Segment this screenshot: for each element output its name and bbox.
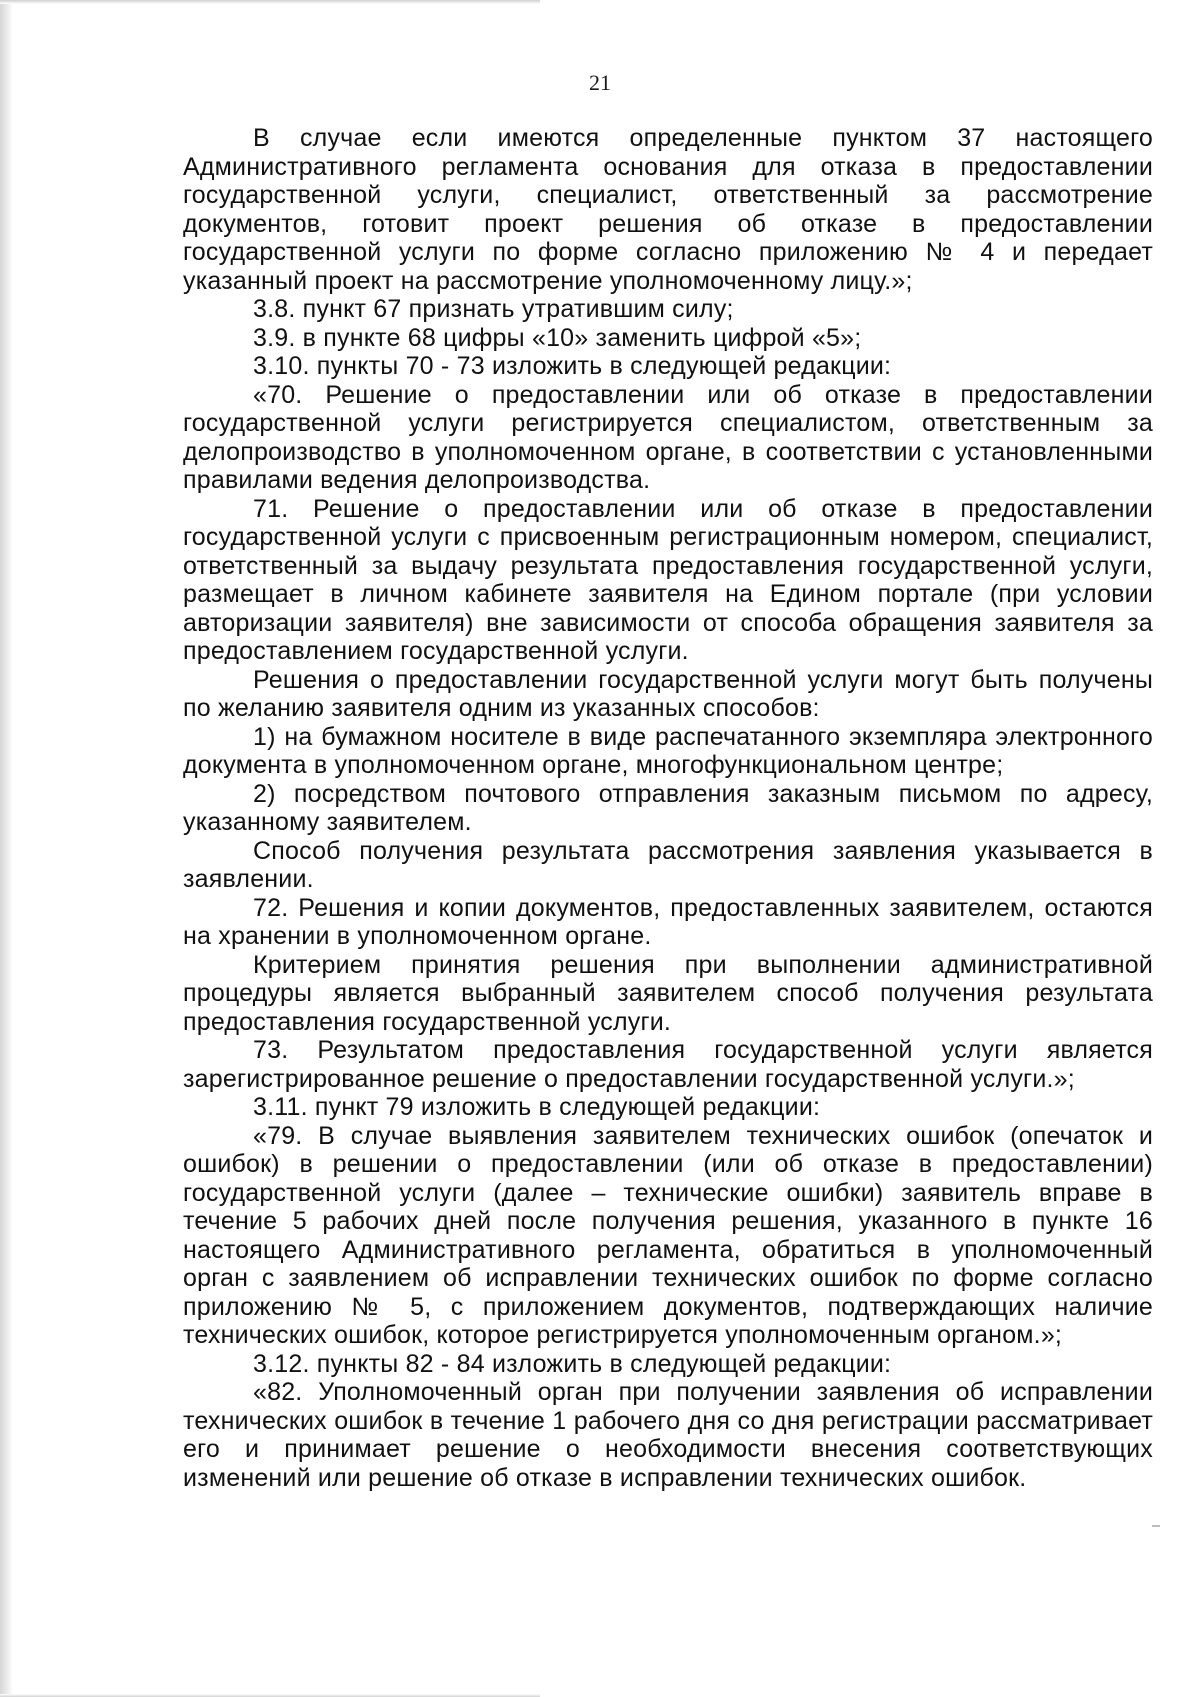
paragraph: Способ получения результата рассмотрения заявления указывается в заявлении. (183, 836, 1153, 893)
paragraph: «82. Уполномоченный орган при получении заявления об исправлении технических ошибок в течение 1 рабочего дня со дня регистрации рассматривает его и принимает решение о необходимости внесения соответствующих изменений или решение об отказе в исправлении технических ошибок. (183, 1378, 1153, 1492)
page-number: 21 (589, 70, 611, 95)
paragraph: 3.11. пункт 79 изложить в следующей редакции: (253, 1093, 821, 1121)
paragraph: «70. Решение о предоставлении или об отказе в предоставлении государственной услуги регистрируется специалистом, ответственным за делопроизводство в уполномоченном органе, в соответствии с установленными правилами ведения делопроизводства. (183, 380, 1153, 494)
paragraph: 2) посредством почтового отправления заказным письмом по адресу, указанному заявителем. (183, 779, 1153, 836)
scan-edge-top (0, 0, 540, 4)
paragraph: «79. В случае выявления заявителем технических ошибок (опечаток и ошибок) в решении о предоставлении (или об отказе в предоставлении) государственной услуги (далее – технические ошибки) заявитель вправе в течение 5 рабочих дней после получения решения, указанного в пункте 16 настоящего Административного регламента, обратиться в уполномоченный орган с заявлением об исправлении технических ошибок по форме согласно приложению № 5, с приложением документов, подтверждающих наличие технических ошибок, которое регистрируется уполномоченным органом.»; (183, 1121, 1153, 1349)
paragraph: 71. Решение о предоставлении или об отказе в предоставлении государственной услуги с присвоенным регистрационным номером, специалист, ответственный за выдачу результата предоставления государственной услуги, размещает в личном кабинете заявителя на Едином портале (при условии авторизации заявителя) вне зависимости от способа обращения заявителя за предоставлением государственной услуги. (183, 494, 1153, 665)
document-body (183, 124, 1153, 1492)
paragraph: 72. Решения и копии документов, предоставленных заявителем, остаются на хранении в уполномоченном органе. (183, 893, 1153, 950)
scan-speck (1152, 1525, 1160, 1527)
paragraph: 3.10. пункты 70 - 73 изложить в следующей редакции: (253, 352, 892, 380)
paragraph: Решения о предоставлении государственной услуги могут быть получены по желанию заявителя одним из указанных способов: (183, 665, 1153, 722)
paragraph: Критерием принятия решения при выполнении административной процедуры является выбранный заявителем способ получения результата предоставления государственной услуги. (183, 950, 1153, 1036)
paragraph: 3.9. в пункте 68 цифры «10» заменить цифрой «5»; (253, 323, 862, 352)
paragraph: 3.12. пункты 82 - 84 изложить в следующей редакции: (253, 1349, 892, 1378)
paragraph: 1) на бумажном носителе в виде распечатанного экземпляра электронного документа в уполномоченном органе, многофункциональном центре; (183, 722, 1153, 779)
paragraph: 73. Результатом предоставления государственной услуги является зарегистрированное решение о предоставлении государственной услуги.»; (183, 1036, 1153, 1093)
paragraph: В случае если имеются определенные пунктом 37 настоящего Административного регламента основания для отказа в предоставлении государственной услуги, специалист, ответственный за рассмотрение документов, готовит проект решения об отказе в предоставлении государственной услуги по форме согласно приложению № 4 и передает указанный проект на рассмотрение уполномоченному лицу.»; (183, 124, 1153, 295)
paragraph: 3.8. пункт 67 признать утратившим силу; (253, 295, 734, 323)
scan-edge-left (0, 0, 13, 1697)
